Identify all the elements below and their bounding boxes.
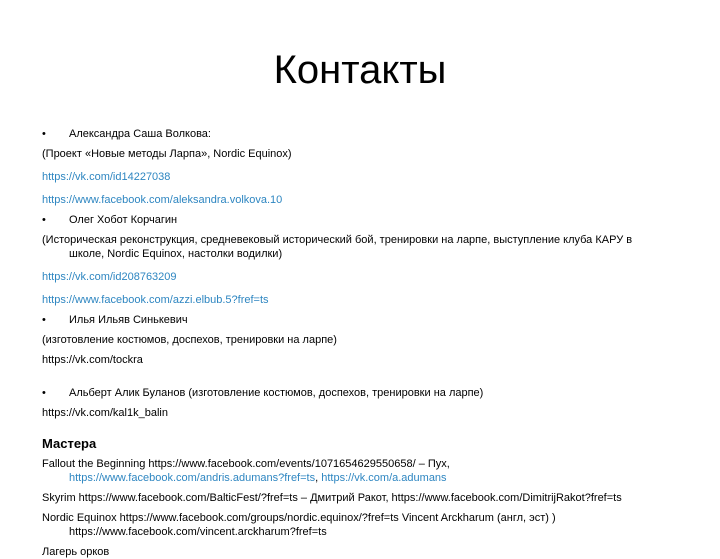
vk-link-text[interactable]: https://vk.com/id14227038	[42, 171, 171, 183]
bullet-icon: •	[42, 314, 46, 326]
master-fallout-text: Fallout the Beginning https://www.facebook.com/events/1071654629550658/ – Пух,	[42, 458, 450, 470]
vk-link-text[interactable]: https://vk.com/id208763209	[42, 271, 177, 283]
contact-description: (Историческая реконструкция, средневековый исторический бой, тренировки на ларпе, выступление клуба КАРУ в школе, Nordic Equinox, настолки водилки)	[42, 234, 633, 260]
bullet-icon: •	[42, 214, 46, 226]
masters-heading: Мастера	[42, 436, 97, 451]
vk-link[interactable]	[42, 170, 662, 184]
master-camp: Лагерь орков	[42, 546, 110, 558]
list-item	[42, 386, 662, 400]
contact-description: (Проект «Новые методы Ларпа», Nordic Equinox)	[42, 148, 292, 160]
contact-description: (изготовление костюмов, доспехов, тренировки на ларпе)	[42, 334, 337, 346]
vk-link[interactable]	[42, 270, 662, 284]
master-skyrim: Skyrim https://www.facebook.com/BalticFest/?fref=ts – Дмитрий Ракот, https://www.facebook.com/DimitrijRakot?fref=ts	[42, 492, 622, 504]
master-fallout	[42, 457, 662, 485]
facebook-link[interactable]: https://www.facebook.com/andris.adumans?fref=ts	[69, 472, 316, 484]
bullet-icon: •	[42, 387, 46, 399]
separator: ,	[315, 472, 322, 484]
contact-name: Илья Ильяв Синькевич	[69, 314, 188, 326]
facebook-link[interactable]	[42, 193, 662, 207]
vk-link[interactable]: https://vk.com/tockra	[42, 354, 143, 366]
vk-link[interactable]: https://vk.com/a.adumans	[321, 472, 447, 484]
contact-name: Олег Хобот Корчагин	[69, 214, 178, 226]
master-nordic: Nordic Equinox https://www.facebook.com/groups/nordic.equinox/?fref=ts Vincent Arckharum (англ, эст) ) https://www.facebook.com/vincent.arckharum?fref=ts	[42, 512, 556, 538]
facebook-link-text[interactable]: https://www.facebook.com/aleksandra.volkova.10	[42, 194, 283, 206]
list-item	[42, 313, 662, 327]
list-item	[42, 127, 662, 141]
page-title: Контакты	[273, 48, 447, 92]
list-item	[42, 213, 662, 227]
contacts-body	[42, 127, 662, 559]
contact-name: Альберт Алик Буланов (изготовление костюмов, доспехов, тренировки на ларпе)	[69, 387, 484, 399]
contact-name: Александра Саша Волкова:	[69, 128, 211, 140]
facebook-link[interactable]	[42, 293, 662, 307]
vk-link[interactable]: https://vk.com/kal1k_balin	[42, 407, 168, 419]
facebook-link-text[interactable]: https://www.facebook.com/azzi.elbub.5?fref=ts	[42, 294, 269, 306]
bullet-icon: •	[42, 128, 46, 140]
